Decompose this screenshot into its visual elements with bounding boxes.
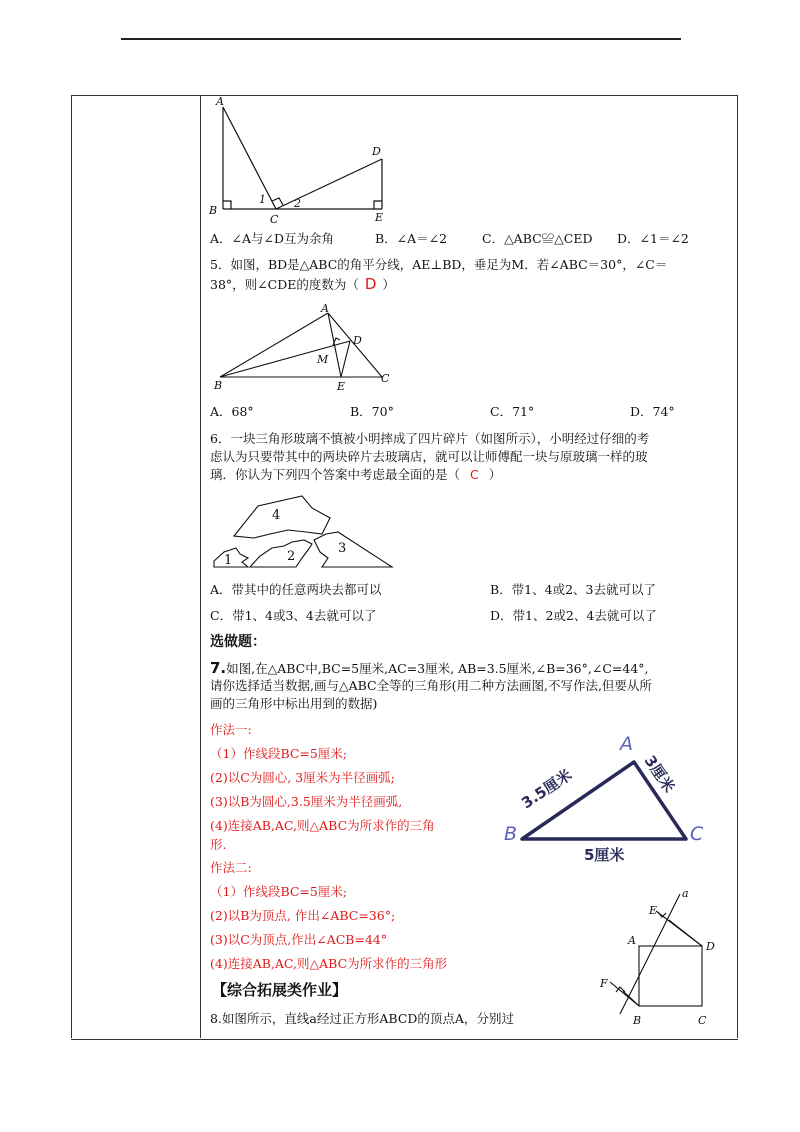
q5-label-B: B: [214, 379, 223, 392]
q6-label-4: 4: [272, 508, 281, 523]
q7-method2-step4: (4)连接AB,AC,则△ABC为所求作的三角形: [210, 956, 448, 971]
q5-label-D: D: [353, 334, 362, 347]
q7-figure: [500, 730, 720, 865]
q6-figure: [210, 488, 400, 573]
q7-question-text: 如图,在△ABC中,BC=5厘米,AC=3厘米, AB=3.5厘米,∠B=36°,∠C=44°,: [226, 661, 649, 676]
q7-method2-title: 作法二:: [210, 860, 252, 875]
q6-option-a: A．带其中的任意两块去都可以: [210, 582, 382, 597]
q6-piece-3: [314, 532, 392, 567]
q6-answer: C: [470, 467, 479, 482]
q4-label-C: C: [270, 213, 279, 226]
q6-label-3: 3: [338, 541, 347, 556]
q4-label-1: 1: [259, 193, 266, 206]
q5-label-C: C: [381, 372, 390, 385]
q4-option-d: D．∠1＝∠2: [617, 231, 689, 246]
q5-question-line1: 5．如图，BD是△ABC的角平分线，AE⊥BD，垂足为M．若∠ABC＝30°，∠C＝: [210, 257, 668, 272]
q7-method2-step3: (3)以C为顶点,作出∠ACB=44°: [210, 932, 388, 947]
q4-label-A: A: [216, 95, 224, 108]
q5-label-M: M: [317, 353, 329, 366]
q6-close-paren: ）: [488, 467, 502, 482]
q5-option-c: C．71°: [490, 404, 535, 419]
q6-piece-2: [250, 540, 312, 567]
q7-method1-step3: (3)以B为圆心,3.5厘米为半径画弧,: [210, 794, 403, 809]
q6-piece-4: [234, 496, 330, 538]
section-optional-heading: 选做题：: [210, 634, 266, 650]
q4-label-D: D: [372, 145, 381, 158]
q8-label-C: C: [698, 1014, 707, 1027]
q5-option-b: B．70°: [350, 404, 394, 419]
header-rule: [121, 38, 681, 40]
q5-figure: [210, 300, 410, 395]
q5-question-line2: [210, 276, 395, 293]
q6-option-b: B．带1、4或2、3去就可以了: [490, 582, 656, 597]
q7-label-B: B: [504, 823, 518, 845]
q8-label-B: B: [633, 1014, 642, 1027]
q6-option-c: C．带1、4或3、4去就可以了: [210, 608, 377, 623]
q8-question-line1: 8.如图所示，直线a经过正方形ABCD的顶点A，分别过: [210, 1011, 514, 1026]
table-right-border: [737, 95, 738, 1038]
q7-method1-step5: 形.: [210, 837, 227, 852]
q7-method1-step1: （1）作线段BC=5厘米;: [210, 746, 348, 761]
section-extension-heading: 【综合拓展类作业】: [212, 981, 348, 999]
q6-question-line3: [210, 467, 501, 483]
q7-question-line2: 请你选择适当数据,画与△ABC全等的三角形(用二种方法画图,不写作法,但要从所: [210, 678, 652, 693]
q8-label-F: F: [600, 977, 608, 990]
q7-method2-step2: (2)以B为顶点, 作出∠ABC=36°;: [210, 908, 396, 923]
q7-label-C: C: [690, 823, 704, 845]
q7-label-AB: 3.5厘米: [518, 765, 576, 813]
q7-label-AC: 3厘米: [640, 752, 679, 796]
q7-question-line3: 画的三角形中标出用到的数据): [210, 696, 378, 711]
q7-label-BC: 5厘米: [584, 846, 625, 864]
q7-method1-title: 作法一:: [210, 722, 252, 737]
q6-question-line2: 虑认为只要带其中的两块碎片去玻璃店，就可以让师傅配一块与原玻璃一样的玻: [210, 449, 648, 464]
q4-label-E: E: [375, 211, 384, 224]
table-column-divider: [200, 95, 201, 1038]
q4-option-c: C．△ABC≌△CED: [482, 231, 593, 246]
q5-option-a: A．68°: [210, 404, 254, 419]
q7-label-A: A: [620, 733, 633, 755]
q6-label-2: 2: [287, 549, 296, 564]
q8-label-D: D: [706, 940, 715, 953]
q4-option-b: B．∠A＝∠2: [375, 231, 448, 246]
q8-label-E: E: [649, 904, 658, 917]
q7-method1-step2: (2)以C为圆心, 3厘米为半径画弧;: [210, 770, 395, 785]
q6-option-d: D．带1、2或2、4去就可以了: [490, 608, 657, 623]
q7-method2-step1: （1）作线段BC=5厘米;: [210, 884, 348, 899]
q4-label-B: B: [209, 204, 218, 217]
q5-close-paren: ）: [382, 277, 395, 292]
q4-label-2: 2: [294, 197, 301, 210]
q4-option-a: A．∠A与∠D互为余角: [210, 231, 335, 246]
q7-question-line1: [210, 660, 649, 677]
q6-question-line1: 6．一块三角形玻璃不慎被小明摔成了四片碎片（如图所示），小明经过仔细的考: [210, 431, 650, 446]
q5-answer: D: [364, 275, 377, 293]
q7-number: 7.: [210, 659, 227, 677]
q8-label-A: A: [628, 934, 636, 947]
q5-label-A: A: [321, 302, 329, 315]
q5-label-E: E: [337, 380, 346, 393]
q8-label-a: a: [682, 887, 689, 900]
q8-figure: [590, 886, 720, 1032]
q5-option-d: D．74°: [630, 404, 675, 419]
q4-figure: [200, 95, 400, 225]
q7-method1-step4: (4)连接AB,AC,则△ABC为所求作的三角: [210, 818, 435, 833]
q6-question-text: 璃．你认为下列四个答案中考虑最全面的是（: [210, 467, 461, 482]
table-left-border: [71, 95, 72, 1038]
q5-question-text: 38°，则∠CDE的度数为（: [210, 277, 359, 292]
q6-label-1: 1: [224, 553, 233, 568]
